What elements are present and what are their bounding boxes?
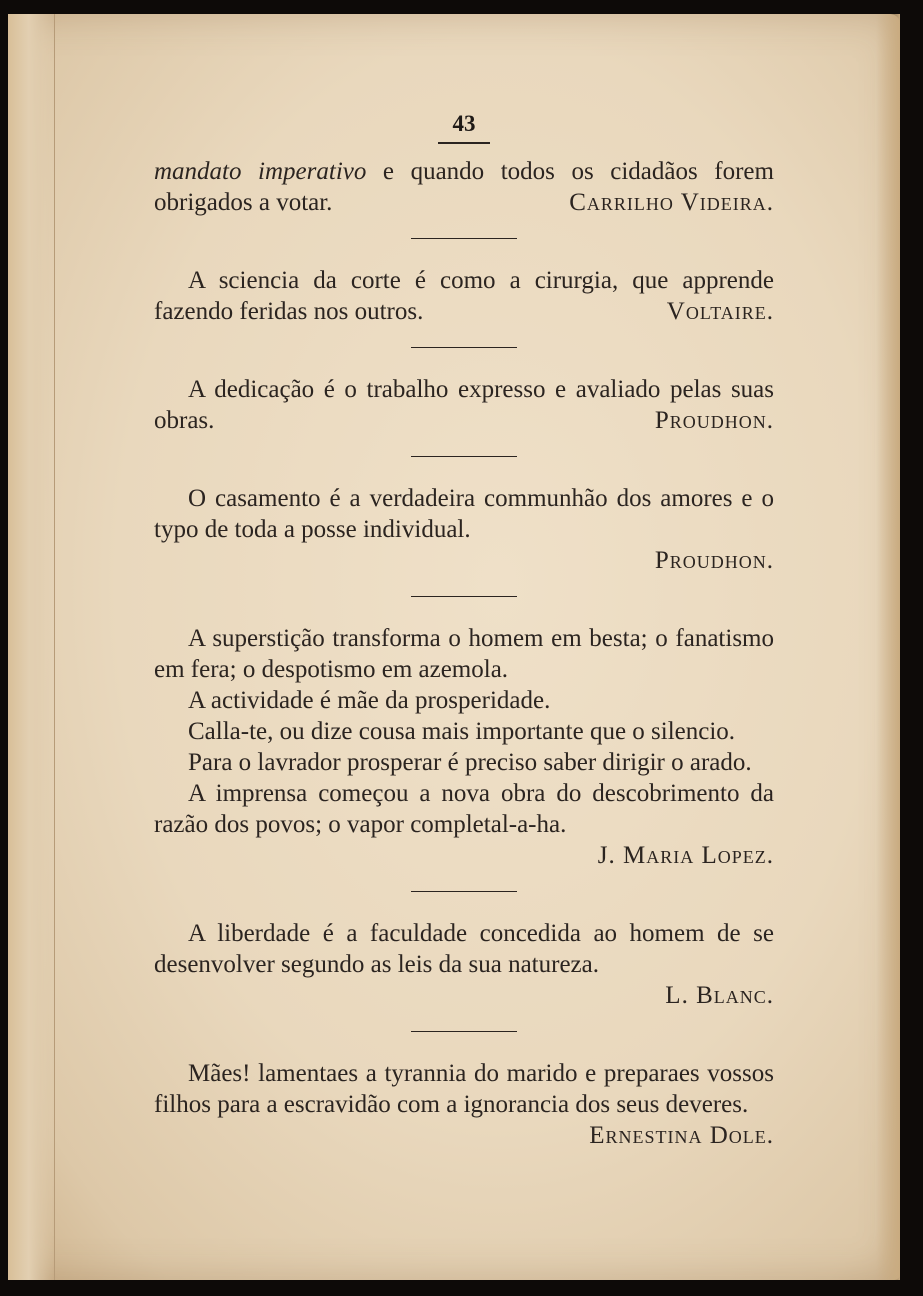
quote-text bbox=[154, 265, 774, 327]
separator-rule bbox=[411, 238, 517, 239]
quote-7 bbox=[154, 1058, 774, 1149]
author-line bbox=[154, 980, 774, 1011]
author-line bbox=[154, 840, 774, 871]
quote-author: Proudhon. bbox=[654, 547, 774, 574]
quote-text bbox=[154, 1058, 774, 1149]
separator-rule bbox=[411, 456, 517, 457]
quote-6 bbox=[154, 918, 774, 1011]
binding-fold bbox=[8, 14, 55, 1280]
quote-1 bbox=[154, 156, 774, 218]
quote-body: A sciencia da corte é como a cirurgia, que apprende fazendo feridas nos outros. bbox=[154, 267, 774, 325]
separator-rule bbox=[411, 891, 517, 892]
quote-2 bbox=[154, 265, 774, 327]
page-edge bbox=[876, 14, 900, 1280]
quote-body: A dedicação é o trabalho expresso e avaliado pelas suas obras. bbox=[154, 376, 774, 434]
separator-rule bbox=[411, 347, 517, 348]
quote-line: A actividade é mãe da prosperidade. bbox=[188, 687, 551, 714]
quote-author: Carrilho Videira. bbox=[569, 189, 774, 216]
quote-author: Voltaire. bbox=[666, 298, 774, 325]
quote-4 bbox=[154, 483, 774, 576]
quote-author: J. Maria Lopez. bbox=[597, 842, 774, 869]
quote-line: Para o lavrador prosperar é preciso saber dirigir o arado. bbox=[188, 749, 752, 776]
quote-body: Mães! lamentaes a tyrannia do marido e preparaes vossos filhos para a escravidão com a ignorancia dos seus deveres. bbox=[154, 1060, 774, 1118]
quote-author: Proudhon. bbox=[654, 407, 774, 434]
quote-text: A liberdade é a faculdade concedida ao homem de se desenvolver segundo as leis da sua natureza. bbox=[154, 920, 774, 978]
quote-text bbox=[154, 156, 774, 218]
quote-line: Calla-te, ou dize cousa mais importante que o silencio. bbox=[188, 718, 736, 745]
quote-lead-italic: mandato imperativo bbox=[154, 158, 367, 185]
quote-line: A superstição transforma o homem em besta; o fanatismo em fera; o despotismo em azemola. bbox=[154, 625, 774, 683]
page-number: 43 bbox=[452, 111, 476, 136]
quote-3 bbox=[154, 374, 774, 436]
separator-rule bbox=[411, 1031, 517, 1032]
separator-rule bbox=[411, 596, 517, 597]
author-line bbox=[154, 545, 774, 576]
quote-author: Ernestina Dole. bbox=[589, 1122, 774, 1149]
paper-sheet bbox=[8, 14, 900, 1280]
quote-text bbox=[154, 374, 774, 436]
quote-5 bbox=[154, 623, 774, 871]
quote-author: L. Blanc. bbox=[665, 982, 774, 1009]
quote-line: A imprensa começou a nova obra do descobrimento da razão dos povos; o vapor completal-a-ha. bbox=[154, 780, 774, 838]
text-column bbox=[154, 112, 774, 1151]
quote-body: e quando todos os cidadãos forem obrigados a votar. bbox=[154, 158, 774, 216]
page-number-rule bbox=[438, 142, 490, 144]
quote-text: O casamento é a verdadeira communhão dos amores e o typo de toda a posse individual. bbox=[154, 485, 774, 543]
